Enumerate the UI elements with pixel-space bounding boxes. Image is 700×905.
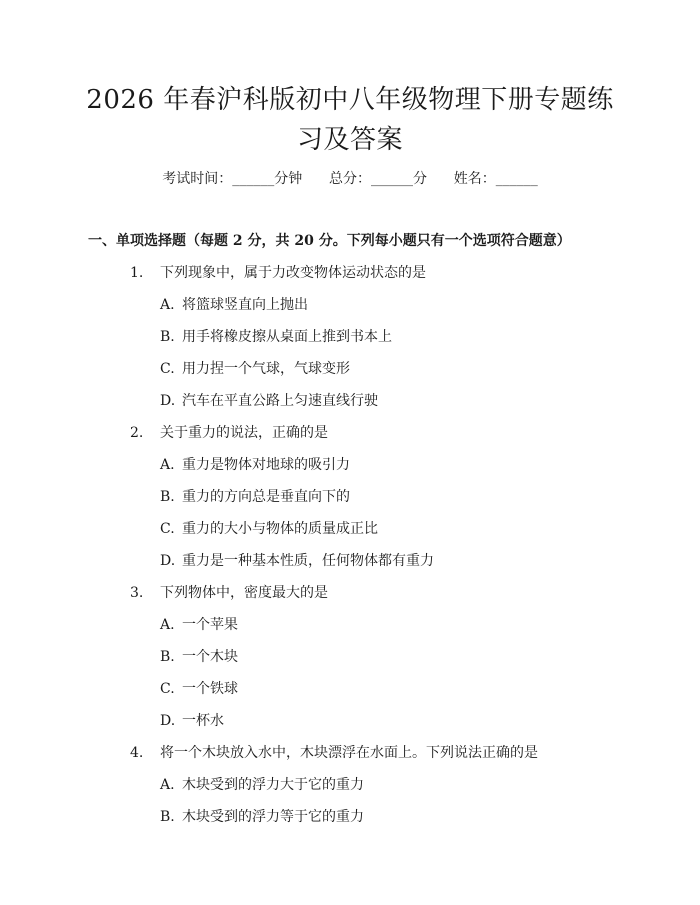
- option-text: 木块受到的浮力等于它的重力: [182, 809, 364, 825]
- option-text: 汽车在平直公路上匀速直线行驶: [182, 393, 378, 409]
- option-3d: [160, 710, 224, 730]
- option-text: 重力的大小与物体的质量成正比: [182, 521, 378, 537]
- option-letter: A.: [160, 617, 175, 633]
- question-text: 下列现象中，属于力改变物体运动状态的是: [160, 265, 426, 281]
- option-text: 重力的方向总是垂直向下的: [182, 489, 350, 505]
- question-number: 4.: [130, 745, 144, 761]
- option-text: 用手将橡皮擦从桌面上推到书本上: [182, 329, 392, 345]
- option-text: 木块受到的浮力大于它的重力: [182, 777, 364, 793]
- option-2a: [160, 454, 350, 474]
- document-title: [60, 80, 640, 160]
- exam-info-line: 考试时间：______分钟 总分：______分 姓名：______: [162, 171, 538, 187]
- option-text: 一个木块: [182, 649, 238, 665]
- option-2c: [160, 518, 378, 538]
- question-2: [130, 422, 328, 442]
- question-text: 将一个木块放入水中，木块漂浮在水面上。下列说法正确的是: [160, 745, 538, 761]
- option-letter: A.: [160, 777, 175, 793]
- section-heading: 一、单项选择题（每题 2 分，共 20 分。下列每小题只有一个选项符合题意）: [88, 233, 571, 249]
- option-4a: [160, 774, 364, 794]
- option-text: 将篮球竖直向上抛出: [182, 297, 308, 313]
- option-1a: [160, 294, 308, 314]
- question-number: 1.: [130, 265, 144, 281]
- option-letter: B.: [160, 489, 175, 505]
- option-letter: C.: [160, 521, 175, 537]
- option-letter: B.: [160, 649, 175, 665]
- option-letter: D.: [160, 553, 176, 569]
- option-text: 用力捏一个气球，气球变形: [182, 361, 350, 377]
- option-letter: A.: [160, 297, 175, 313]
- option-text: 一个铁球: [182, 681, 238, 697]
- question-4: [130, 742, 538, 762]
- option-4b: [160, 806, 364, 826]
- question-text: 关于重力的说法，正确的是: [160, 425, 328, 441]
- title-line-2: 习及答案: [296, 125, 403, 155]
- option-3b: [160, 646, 238, 666]
- option-text: 一杯水: [182, 713, 224, 729]
- title-line-1: 2026 年春沪科版初中八年级物理下册专题练: [86, 85, 614, 115]
- option-2d: [160, 550, 434, 570]
- option-letter: A.: [160, 457, 175, 473]
- option-letter: B.: [160, 809, 175, 825]
- option-2b: [160, 486, 350, 506]
- option-text: 重力是物体对地球的吸引力: [182, 457, 350, 473]
- option-1d: [160, 390, 378, 410]
- question-text: 下列物体中，密度最大的是: [160, 585, 328, 601]
- question-3: [130, 582, 328, 602]
- question-1: [130, 262, 426, 282]
- question-number: 2.: [130, 425, 144, 441]
- question-number: 3.: [130, 585, 144, 601]
- option-text: 重力是一种基本性质，任何物体都有重力: [182, 553, 434, 569]
- option-1c: [160, 358, 350, 378]
- option-letter: D.: [160, 713, 176, 729]
- option-letter: C.: [160, 681, 175, 697]
- option-3c: [160, 678, 238, 698]
- option-letter: C.: [160, 361, 175, 377]
- option-letter: D.: [160, 393, 176, 409]
- option-letter: B.: [160, 329, 175, 345]
- option-1b: [160, 326, 392, 346]
- option-3a: [160, 614, 238, 634]
- option-text: 一个苹果: [182, 617, 238, 633]
